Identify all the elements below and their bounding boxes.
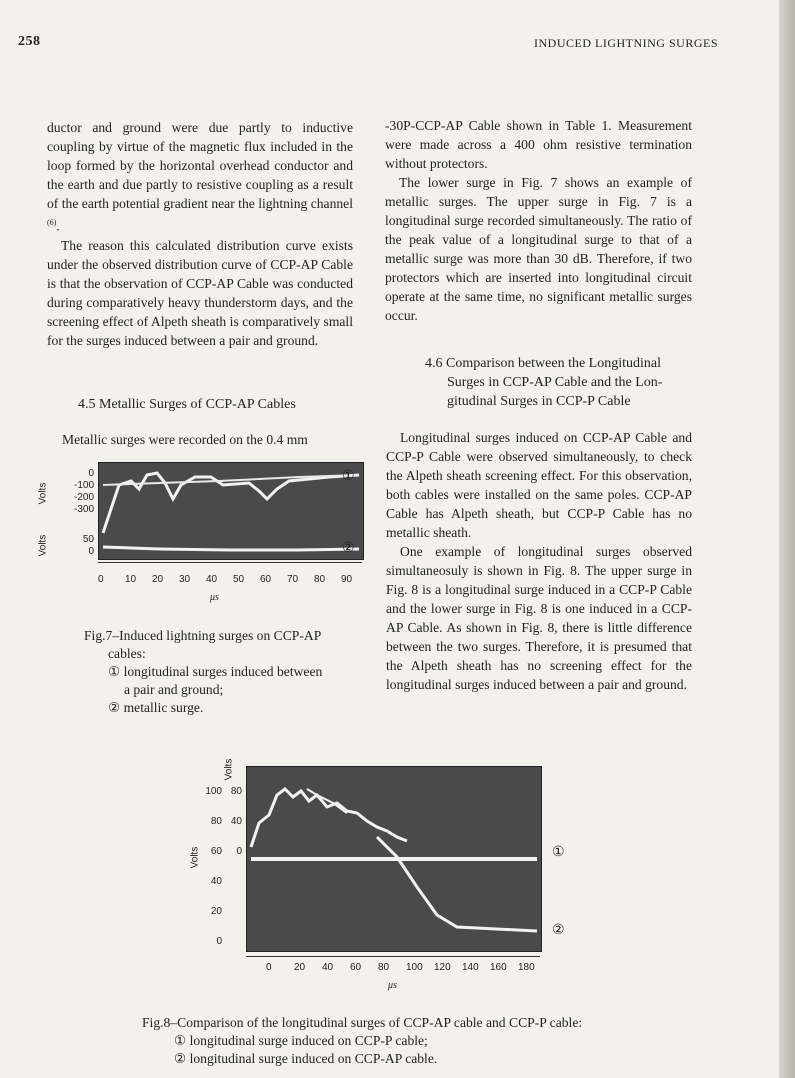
right-para-3: Longitudinal surges induced on CCP-AP Cable and CCP-P Cable were observed simultaneously, to check the Alpeth sheath screening effect. For this observation, both cables were installed on the same poles. CCP-AP Cable has Alpeth sheath, but CCP-P Cable has no metallic sheath. — [386, 430, 692, 540]
page-number: 258 — [18, 34, 41, 49]
fig7-y-unit-top — [32, 466, 52, 526]
fig8-marker-2: ② — [552, 923, 565, 938]
fig8-y-label-outer: Volts — [189, 846, 201, 869]
fig7-x-axis — [98, 562, 362, 573]
fig8-trace-ccp-p-branch — [307, 789, 347, 813]
tick-label: 80 — [378, 962, 390, 973]
fig7-caption-item-1: ① longitudinal surges induced between — [108, 664, 323, 679]
fig7-oscillogram — [98, 462, 364, 560]
tick-label: 20 — [152, 574, 164, 585]
right-para-4: One example of longitudinal surges observed simultaneosuly is shown in Fig. 8. The upper surge in Fig. 8 is a longitudinal surge induced in a CCP-P Cable and the lower surge in Fig. 8 is one induced in a CCP-AP Cable. As shown in Fig. 8, there is little difference between the two surges. Therefore, it is presumed that the Alpeth sheath has no screening effect for the longitudinal surges induced between a pair and ground. — [386, 544, 692, 692]
left-column — [47, 118, 353, 350]
tick-label: 40 — [210, 876, 222, 887]
tick-label: 10 — [125, 574, 137, 585]
fig7-trace-metallic — [103, 547, 359, 550]
tick-label: 70 — [287, 574, 299, 585]
fig8-y-unit-inner — [218, 756, 238, 786]
section-heading-4-6-line-2: Surges in CCP-AP Cable and the Lon- — [447, 375, 663, 390]
tick-label: -100 — [73, 480, 94, 491]
fig7-caption-line-1: Fig.7–Induced lightning surges on CCP-AP — [84, 628, 322, 643]
right-column-top — [385, 116, 692, 325]
tick-label: -200 — [73, 492, 94, 503]
left-para-1 — [47, 118, 353, 236]
fig8-trace-ccp-p — [251, 789, 407, 847]
fig8-x-unit: μs — [388, 980, 397, 991]
tick-label: 20 — [294, 962, 306, 973]
tick-label: 180 — [518, 962, 535, 973]
tick-label: 50 — [233, 574, 245, 585]
tick-label: 100 — [406, 962, 423, 973]
fig8-y-label-inner: Volts — [223, 758, 235, 781]
tick-label: 0 — [266, 962, 272, 973]
right-para-1: -30P-CCP-AP Cable shown in Table 1. Measurement were made across a 400 ohm resistive termination without protectors. — [385, 118, 692, 171]
tick-label: 120 — [434, 962, 451, 973]
tick-label: 160 — [490, 962, 507, 973]
fig8-y-ticks-inner — [218, 786, 242, 866]
tick-label: 60 — [210, 846, 222, 857]
fig8-caption-item-1: ① longitudinal surge induced on CCP-P cable; — [174, 1033, 428, 1048]
tick-label: 80 — [230, 786, 242, 797]
section-heading-4-6-line-3: gitudinal Surges in CCP-P Cable — [447, 394, 631, 409]
tick-label: 90 — [341, 574, 353, 585]
tick-label: 30 — [179, 574, 191, 585]
fig7-y-label-top: Volts — [37, 482, 49, 505]
tick-label: 0 — [236, 846, 242, 857]
fig8-caption-item-2: ② longitudinal surge induced on CCP-AP cable. — [174, 1051, 438, 1066]
fig7-y-label-bottom: Volts — [37, 534, 49, 557]
fig7-marker-2: ② — [342, 541, 355, 556]
fig7-caption — [84, 627, 364, 717]
fig8-x-axis — [246, 956, 540, 957]
tick-label: 140 — [462, 962, 479, 973]
right-column-bottom — [386, 428, 692, 694]
page-edge — [779, 0, 795, 1078]
tick-label: 40 — [322, 962, 334, 973]
tick-label: 40 — [230, 816, 242, 827]
left-para-2: The reason this calculated distribution curve exists under the observed distribution curve of CCP-AP Cable is that the observation of CCP-AP Cable was conducted during comparatively heavy thunderstorm days, and the screening effect of Alpeth sheath is comparatively small for the surges induced between a pair and ground. — [47, 237, 353, 348]
fig7-x-unit: μs — [210, 592, 219, 603]
fig7-caption-item-1-cont: a pair and ground; — [124, 682, 224, 697]
fig8-marker-1: ① — [552, 845, 565, 860]
fig7-marker-1: ① — [342, 469, 355, 484]
fig8-trace-ccp-ap — [377, 837, 537, 931]
fig7-x-ticks — [98, 574, 362, 586]
tick-label: 20 — [210, 906, 222, 917]
section-heading-4-6 — [425, 354, 695, 411]
fig7-trace-longitudinal — [103, 473, 359, 533]
fig7-y-unit-bottom — [32, 532, 52, 562]
tick-label: 0 — [216, 936, 222, 947]
tick-label: 0 — [88, 468, 94, 479]
fig8-caption — [142, 1014, 642, 1068]
left-para-3: Metallic surges were recorded on the 0.4 mm — [62, 432, 308, 447]
citation-ref: (6) — [47, 218, 57, 227]
fig8-oscillogram — [246, 766, 542, 952]
fig8-caption-line-1: Fig.8–Comparison of the longitudinal surges of CCP-AP cable and CCP-P cable: — [142, 1015, 583, 1030]
figure-7 — [36, 456, 366, 603]
left-para-1-text: ductor and ground were due partly to inductive coupling by virtue of the magnetic flux included in the loop formed by the horizontal overhead conductor and the earth and due partly to resistive coupling as a result of the earth potential gradient near the lightning channel — [47, 120, 353, 211]
tick-label: 40 — [206, 574, 218, 585]
fig8-traces — [247, 767, 541, 951]
section-heading-4-6-line-1: 4.6 Comparison between the Longitudinal — [425, 356, 662, 371]
fig7-caption-item-2: ② metallic surge. — [108, 700, 204, 715]
tick-label: 80 — [314, 574, 326, 585]
left-para-1-end: . — [56, 218, 60, 234]
tick-label: 50 — [82, 534, 94, 545]
right-para-2: The lower surge in Fig. 7 shows an example of metallic surges. The upper surge in Fig. 7 is a longitudinal surge recorded simultaneously. The ratio of the peak value of a longitudinal surge to that of a metallic surge was more than 30 dB. Therefore, if two protectors which are inserted into longitudinal circuit operate at the same time, no significant metallic surges occur. — [385, 175, 692, 323]
fig7-caption-line-2: cables: — [108, 646, 146, 661]
fig8-x-ticks — [266, 962, 535, 974]
fig7-traces — [99, 463, 363, 559]
tick-label: 0 — [98, 574, 104, 585]
tick-label: 60 — [260, 574, 272, 585]
running-title: INDUCED LIGHTNING SURGES — [534, 36, 718, 50]
section-heading-4-5: 4.5 Metallic Surges of CCP-AP Cables — [78, 397, 296, 412]
tick-label: -300 — [73, 504, 94, 515]
figure-8 — [180, 756, 600, 996]
tick-label: 100 — [205, 786, 222, 797]
tick-label: 0 — [88, 546, 94, 557]
tick-label: 60 — [350, 962, 362, 973]
tick-label: 80 — [210, 816, 222, 827]
